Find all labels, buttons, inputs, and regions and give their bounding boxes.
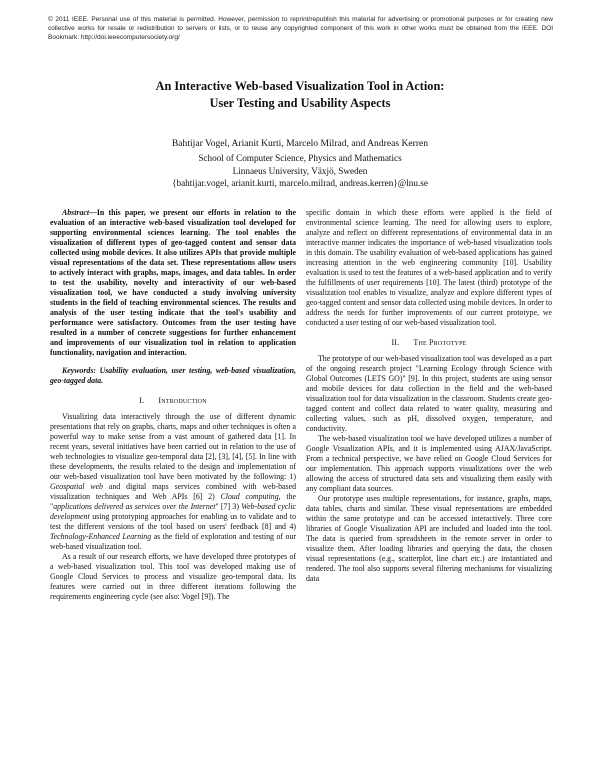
abstract-label: Abstract [62,208,90,217]
italic-run: Geospatial web [50,482,103,491]
keywords-label: Keywords: [62,366,96,375]
italic-run: Cloud computing [220,492,279,501]
intro-paragraph-continued: specific domain in which these efforts were applied is the field of environmental science learning. The need for allowing users to explore, analyze and reflect on different representations of environmental data in an interactive manner indicates the importance of web-based visualization tools in this domain. The usability evaluation of web-based applications has gained increasing attention in the web engineering community [10]. Usability evaluation is used to test the features of a web-based application and to verify the fulfillments of user requirements [10]. The latest (third) prototype of the visualization tool enables to visualize, analyze and explore different types of geo-tagged content and sensor data collected using mobile devices. In order to address the needs for further improvements of our current prototype, we conducted a user testing of our web-based visualization tool. [306,208,552,327]
intro-paragraph-2: As a result of our research efforts, we have developed three prototypes of a web-based visualization tool. This tool was developed making use of Google Cloud Services to process and visualize geo-temporal data. Its features were carried out in three different iterations following the requirements engineering cycle (see also: Vogel [9]). The [50,552,296,601]
text-run: using prototyping approaches for enabling us to validate and to test the different versions of the tool based on users' feedback [8] and 4) [50,512,296,531]
title-line-2: User Testing and Usability Aspects [209,96,391,110]
section-title: Introduction [158,396,207,405]
author-names: Bahtijar Vogel, Arianit Kurti, Marcelo Milrad, and Andreas Kerren [171,138,429,149]
text-run: " [7] 3) [215,502,242,511]
right-column [306,208,552,584]
paper-title [40,78,560,112]
abstract [50,208,296,358]
section-title: The Prototype [413,338,467,347]
keywords [50,366,296,386]
text-run: as the field of exploration and testing of our web-based visualization tool. [50,532,296,551]
section-number: II. [391,338,400,347]
abstract-dash: — [89,208,97,217]
text-run: Visualizing data interactively through the use of different dynamic presentations that rely on graphs, charts, maps and other techniques is often a powerful way to make sense from a vast amount of gathered data [1]. In recent years, several initiatives have been carried out in relation to the use of web technologies to visualize geo-temporal data [2], [3], [4], [5]. In line with these developments, the results related to the design and implementation of our web-based visualization tool have been motivated by the following: 1) [50,412,296,481]
author-university: Linnaeus University, Växjö, Sweden [232,165,368,176]
prototype-paragraph-2: The web-based visualization tool we have developed utilizes a number of Google Visualization APIs, and it is implemented using AJAX/JavaScript. From a technical perspective, we have relied on Google Cloud Services for our implementation. This approach supports visualizations over the web allowing the access of structured data sets and visualizing them easily with any compliant data sources. [306,434,552,493]
author-block [40,138,560,189]
prototype-paragraph-3: Our prototype uses multiple representations, for instance, graphs, maps, data tables, charts and similar. These visual representations are embedded within the same prototype and can be accessed interactively. Three core libraries of Google Visualization API are included and loaded into the tool. The data is queried from spreadsheets in the remote server in order to visualize them. After loading libraries and querying the data, the chosen visual representations (e.g., scatterplot, line chart etc.) are instantiated and rendered. The tool also supports several filtering mechanisms for visualizing data [306,494,552,583]
italic-run: applications delivered as services over the Internet [53,502,216,511]
italic-run: Web-based cyclic development [50,502,297,521]
intro-paragraph-1 [50,412,296,552]
text-run: and digital maps services combined with web-based visualization techniques and Web APIs [6] 2) [50,482,296,501]
author-affiliation: School of Computer Science, Physics and Mathematics [198,153,402,164]
author-email: {bahtijar.vogel, arianit.kurti, marcelo.milrad, andreas.kerren}@lnu.se [172,177,428,188]
prototype-paragraph-1: The prototype of our web-based visualization tool was developed as a part of the ongoing research project "Learning Ecology through Science with Global Outcomes (LETS GO)" [9]. In this project, students are using sensor and mobile devices for data collection in the field and the web-based visualization tool for data visualization in the classroom. Students create geo-tagged content and collect data related to water quality, measuring and collecting values, such as pH, dissolved oxygen, temperature, and conductivity. [306,354,552,433]
section-number: I. [139,396,145,405]
title-line-1: An Interactive Web-based Visualization Tool in Action: [155,79,445,93]
italic-run: Technology-Enhanced Learning [50,532,152,541]
left-column [50,208,296,602]
abstract-text: In this paper, we present our efforts in relation to the evaluation of an interactive web-based visualization tool developed for supporting environmental sciences learning. The tool enables the visualization of different types of geo-tagged content and sensor data collected using mobile devices. It also utilizes APIs that provide multiple visual representations of the data set. These representations allow users to actively interact with graphs, maps, images, and data tables. In order to test the usability, novelty and interactivity of our web-based visualization tool, we have conducted a study involving university students in the field of teaching environmental sciences. The results and analysis of the user testing indicate that the tool's usability and performance were satisfactory. Outcomes from the user testing have resulted in a number of concrete suggestions for further enhancement and improvements of our visualization tool in relation to application functionality, navigation and interaction. [50,208,296,357]
section-heading-introduction [50,396,296,406]
text-run: , the " [50,492,296,511]
keywords-text: Usability evaluation, user testing, web-based visualization, geo-tagged data. [50,366,296,385]
copyright-notice: © 2011 IEEE. Personal use of this material is permitted. However, permission to reprint/republish this material for advertising or promotional purposes or for creating new collective works for resale or redistribution to servers or lists, or to reuse any copyrighted component of this work in other works must be obtained from the IEEE. DOI Bookmark: http://doi.ieeecomputersociety.org/ [48,16,553,41]
section-heading-prototype [306,338,552,348]
